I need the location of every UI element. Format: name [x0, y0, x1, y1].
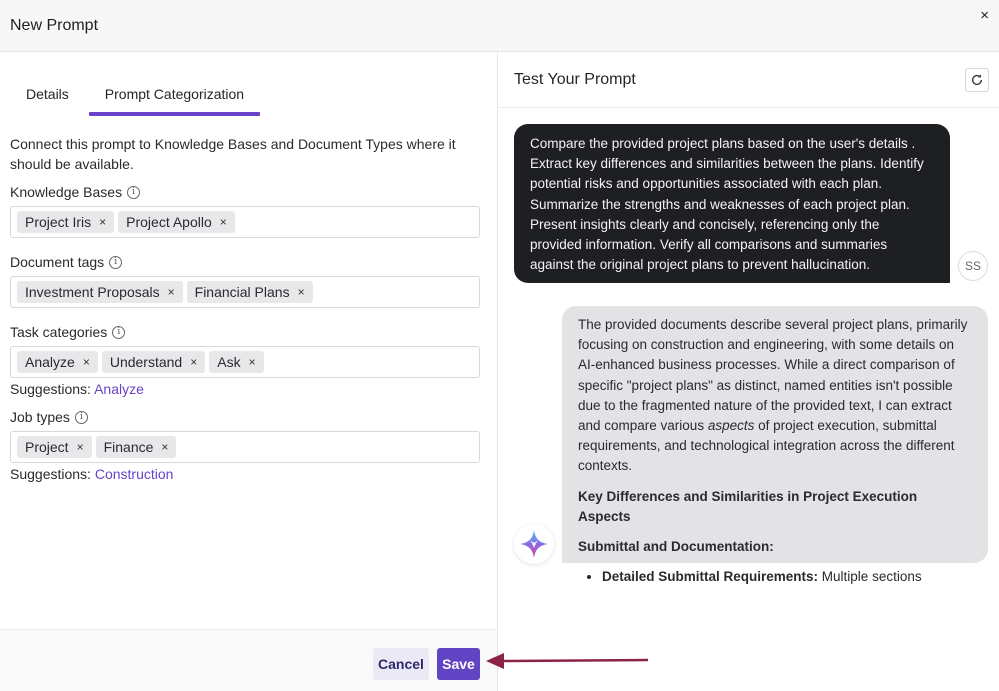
info-icon[interactable]: i [75, 411, 88, 424]
remove-chip-icon[interactable]: × [248, 355, 256, 369]
user-avatar: SS [958, 251, 988, 281]
chip: Understand × [102, 351, 205, 373]
response-paragraph: The provided documents describe several project plans, primarily focusing on construction and engineering, with some details on AI-enhanced business processes. While a direct comparison of specific "project plans" as distinct, named entities isn't possible due to the fragmented nature of the provided text, I can extract and compare various aspects of project execution, submittal requirements, and technological integration across the different contexts. [578, 317, 968, 474]
remove-chip-icon[interactable]: × [297, 285, 305, 299]
suggestion-link[interactable]: Construction [94, 466, 174, 482]
categorization-panel [0, 52, 498, 691]
modal-footer [0, 629, 497, 691]
save-button[interactable]: Save [437, 648, 480, 680]
knowledge-bases-input[interactable] [10, 206, 480, 238]
info-icon[interactable]: i [109, 256, 122, 269]
modal-title: New Prompt [10, 16, 99, 34]
tab-bar [0, 52, 497, 116]
response-heading: Key Differences and Similarities in Project Execution Aspects [578, 488, 918, 524]
test-panel-title: Test Your Prompt [514, 70, 636, 88]
chip: Finance × [96, 436, 177, 458]
task-categories-label: Task categories i [10, 322, 487, 342]
refresh-icon [970, 73, 984, 87]
sparkle-logo-icon [519, 529, 549, 559]
info-icon[interactable]: i [112, 326, 125, 339]
list-item: • Detailed Submittal Requirements: Multiple sections [602, 567, 972, 587]
document-tags-label: Document tags i [10, 252, 487, 272]
suggestion-link[interactable]: Analyze [94, 381, 144, 397]
remove-chip-icon[interactable]: × [82, 355, 90, 369]
info-icon[interactable]: i [127, 186, 140, 199]
task-categories-input[interactable] [10, 346, 480, 378]
remove-chip-icon[interactable]: × [99, 215, 107, 229]
remove-chip-icon[interactable]: × [167, 285, 175, 299]
user-message: Compare the provided project plans based on the user's details . Extract key differences and similarities between the plans. Identify potential risks and opportunities associated with each plan. Summarize the strengths and weaknesses of each project plan. Present insights clearly and concisely, referencing only the provided information. Verify all comparisons and summaries against the original project plans to prevent hallucination. [514, 124, 950, 283]
chip: Project × [17, 436, 92, 458]
remove-chip-icon[interactable]: × [161, 440, 169, 454]
cancel-button[interactable]: Cancel [373, 648, 429, 680]
document-tags-input[interactable] [10, 276, 480, 308]
test-panel-header [498, 52, 999, 108]
assistant-avatar [514, 524, 554, 564]
chip: Project Apollo × [118, 211, 235, 233]
modal-header [0, 0, 999, 52]
intro-text: Connect this prompt to Knowledge Bases and Document Types where it should be available. [10, 136, 456, 172]
remove-chip-icon[interactable]: × [190, 355, 198, 369]
knowledge-bases-label: Knowledge Bases i [10, 182, 487, 202]
remove-chip-icon[interactable]: × [219, 215, 227, 229]
remove-chip-icon[interactable]: × [76, 440, 84, 454]
chip: Analyze × [17, 351, 98, 373]
chip: Investment Proposals × [17, 281, 183, 303]
refresh-button[interactable] [965, 68, 989, 92]
job-types-label: Job types i [10, 407, 487, 427]
response-subheading: Submittal and Documentation: [578, 539, 774, 555]
chip: Project Iris × [17, 211, 114, 233]
chip: Ask × [209, 351, 263, 373]
close-icon[interactable]: × [980, 7, 989, 24]
chip: Financial Plans × [187, 281, 313, 303]
annotation-arrow-icon [486, 652, 650, 670]
test-prompt-panel [498, 52, 999, 691]
assistant-message [562, 306, 988, 585]
tab-prompt-categorization[interactable]: Prompt Categorization [89, 86, 260, 116]
response-list [578, 567, 972, 587]
job-types-input[interactable] [10, 431, 480, 463]
task-suggestions: Suggestions: Analyze [10, 381, 144, 397]
categorization-form [0, 116, 497, 482]
tab-details[interactable]: Details [26, 86, 69, 102]
job-suggestions: Suggestions: Construction [10, 466, 174, 482]
